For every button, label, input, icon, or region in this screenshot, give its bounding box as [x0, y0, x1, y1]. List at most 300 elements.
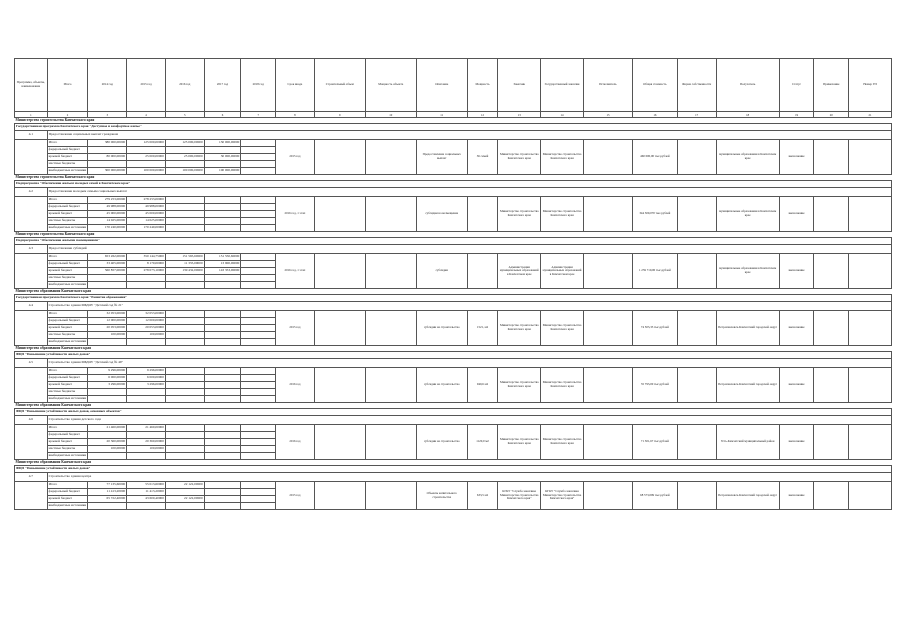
- year-value: [241, 325, 276, 332]
- year-value: [241, 154, 276, 161]
- column-number: 9: [314, 112, 365, 118]
- empty-cell: [314, 197, 365, 232]
- item-row: [15, 245, 892, 254]
- item-row: [15, 302, 892, 311]
- field-recipient: Петропавловск-Камчатский городской округ: [716, 311, 779, 346]
- program-row: [15, 466, 892, 473]
- funding-source: краевой бюджет: [47, 325, 88, 332]
- year-value: [204, 161, 241, 168]
- column-number: 17: [677, 112, 716, 118]
- year-value: [204, 332, 241, 339]
- year-value: [241, 211, 276, 218]
- funding-source: федеральный бюджет: [47, 204, 88, 211]
- funding-source: внебюджетные источники: [47, 225, 88, 232]
- column-number: 13: [498, 112, 541, 118]
- field-capacity: 940,6 м2: [467, 368, 498, 403]
- year-value: [204, 453, 241, 460]
- empty-cell: [365, 140, 416, 175]
- year-value: 143 353,00000: [204, 268, 241, 275]
- section-title: Министерство образования Камчатского края: [15, 403, 892, 409]
- column-number: 14: [541, 112, 584, 118]
- column-number: 11: [416, 112, 467, 118]
- total-value: 11 413,20000: [88, 489, 127, 496]
- funding-source: федеральный бюджет: [47, 318, 88, 325]
- year-value: [165, 325, 204, 332]
- year-value: [241, 389, 276, 396]
- program-row: [15, 181, 892, 188]
- header-row: [15, 59, 892, 112]
- total-value: [88, 161, 127, 168]
- column-header: Мощность: [467, 59, 498, 112]
- year-value: [241, 204, 276, 211]
- field-customer: Министерство строительства Камчатского края: [541, 368, 584, 403]
- year-value: [241, 503, 276, 510]
- year-value: 22 122,00000: [165, 482, 204, 489]
- year-value: [165, 339, 204, 346]
- total-value: 279 253,00000: [88, 197, 127, 204]
- year-value: [165, 439, 204, 446]
- empty-cell: [849, 482, 892, 510]
- year-value: 20 053,00000: [127, 325, 166, 332]
- funding-source: Итого: [47, 482, 88, 489]
- year-value: [165, 503, 204, 510]
- year-value: [165, 368, 204, 375]
- total-value: [88, 432, 127, 439]
- funding-source: краевой бюджет: [47, 496, 88, 503]
- total-value: [88, 389, 127, 396]
- field-capacity: 36 семей: [467, 140, 498, 175]
- year-value: 100 000,00000: [204, 168, 241, 175]
- field-status: выполнение: [779, 140, 814, 175]
- item-number: 4.1: [15, 131, 48, 140]
- column-number: 2: [47, 112, 88, 118]
- total-value: 100,00000: [88, 446, 127, 453]
- column-number: 20: [814, 112, 849, 118]
- item-title: Предоставление молодым семьям социальных выплат: [47, 188, 891, 197]
- year-value: [204, 318, 241, 325]
- field-status: выполнение: [779, 368, 814, 403]
- year-value: [165, 489, 204, 496]
- year-value: [165, 218, 204, 225]
- field-recipient: муниципальные образования в Камчатском крае: [716, 254, 779, 289]
- field-status: выполнение: [779, 425, 814, 460]
- section-title: Министерство строительства Камчатского края: [15, 175, 892, 181]
- year-value: [127, 339, 166, 346]
- column-header: Строительный объем: [314, 59, 365, 112]
- year-value: 11 335,00000: [165, 261, 204, 268]
- item-number: 4.3: [15, 245, 48, 254]
- column-number: 8: [276, 112, 315, 118]
- empty-cell: [314, 254, 365, 289]
- column-number: 4: [127, 112, 166, 118]
- year-value: [241, 275, 276, 282]
- year-value: 100,00000: [127, 332, 166, 339]
- table-row: [15, 311, 892, 318]
- empty-cell: [314, 425, 365, 460]
- year-value: [204, 489, 241, 496]
- year-value: 43 600,40000: [127, 496, 166, 503]
- empty-cell: [365, 425, 416, 460]
- spacer-cell: [15, 140, 48, 175]
- field-customer: КГКУ "Служба заказчика Министерства строительства Камчатского края": [498, 482, 541, 510]
- year-value: 9 296,00000: [127, 368, 166, 375]
- year-value: 130 000,00000: [204, 140, 241, 147]
- field-cost: 35 793,00 тыс.рублей: [632, 368, 677, 403]
- empty-cell: [814, 368, 849, 403]
- empty-cell: [814, 140, 849, 175]
- year-value: [241, 225, 276, 232]
- field-capacity: 1120,0 м2: [467, 425, 498, 460]
- funding-source: внебюджетные источники: [47, 168, 88, 175]
- column-header: Статус: [779, 59, 814, 112]
- year-value: [165, 382, 204, 389]
- funding-source: Итого: [47, 368, 88, 375]
- field-cost: 344 309,070 тыс.рублей: [632, 197, 677, 232]
- empty-cell: [814, 197, 849, 232]
- year-value: [241, 368, 276, 375]
- column-header: Примечание: [814, 59, 849, 112]
- year-value: 151 565,60000: [165, 254, 204, 261]
- section-title: Министерство строительства Камчатского края: [15, 118, 892, 124]
- year-value: [241, 254, 276, 261]
- year-value: [204, 482, 241, 489]
- total-value: 21 460,00000: [88, 425, 127, 432]
- spacer-cell: [15, 425, 48, 460]
- spacer-cell: [15, 254, 48, 289]
- year-value: 25 000,00000: [165, 154, 204, 161]
- column-header: Получатель: [716, 59, 779, 112]
- item-number: 4.6: [15, 416, 48, 425]
- column-number: 16: [632, 112, 677, 118]
- program-title: Подпрограмма "Обеспечение жилыми помещениями": [15, 238, 892, 245]
- year-value: [165, 161, 204, 168]
- column-header: Государственный заказчик: [541, 59, 584, 112]
- empty-cell: [677, 311, 716, 346]
- year-value: [241, 439, 276, 446]
- empty-cell: [583, 368, 632, 403]
- field-customer: Министерство строительства Камчатского края: [498, 197, 541, 232]
- field-status: выполнение: [779, 482, 814, 510]
- item-title: Строительство здания детского сада: [47, 416, 891, 425]
- empty-cell: [849, 311, 892, 346]
- item-title: Предоставление субсидий: [47, 245, 891, 254]
- column-header: Программа, объекты, наименование: [15, 59, 48, 112]
- program-title: Подпрограмма "Обеспечение жильем молодых семей в Камчатском крае": [15, 181, 892, 188]
- total-value: 20 053,00000: [88, 325, 127, 332]
- investment-table: [14, 58, 892, 510]
- item-number: 4.2: [15, 188, 48, 197]
- column-header: Итого: [47, 59, 88, 112]
- funding-source: местные бюджеты: [47, 161, 88, 168]
- field-customer: Министерство строительства Камчатского края: [541, 140, 584, 175]
- year-value: [204, 204, 241, 211]
- column-header: 2014 год: [88, 59, 127, 112]
- column-header: Номер ГП: [849, 59, 892, 112]
- year-value: 32 053,00000: [127, 311, 166, 318]
- year-value: 6 000,00000: [127, 375, 166, 382]
- field-capacity: 633,5 м2: [467, 482, 498, 510]
- empty-cell: [677, 425, 716, 460]
- year-value: [165, 425, 204, 432]
- year-value: [127, 432, 166, 439]
- program-title: Государственная программа Камчатского края "Развитие образования": [15, 295, 892, 302]
- year-value: [127, 389, 166, 396]
- year-value: 12 000,00000: [127, 318, 166, 325]
- field-description: субсидии на строительство: [416, 311, 467, 346]
- column-number: 18: [716, 112, 779, 118]
- year-value: [165, 396, 204, 403]
- total-value: 45 000,00000: [88, 211, 127, 218]
- year-value: [165, 432, 204, 439]
- year-value: [204, 446, 241, 453]
- year-value: [204, 225, 241, 232]
- year-value: [204, 439, 241, 446]
- year-value: [165, 147, 204, 154]
- total-value: 14 025,00000: [88, 218, 127, 225]
- field-cost: 460 000,00 тыс.рублей: [632, 140, 677, 175]
- year-value: [241, 382, 276, 389]
- program-row: [15, 352, 892, 359]
- total-value: 12 000,00000: [88, 318, 127, 325]
- year-value: [204, 275, 241, 282]
- table-row: [15, 482, 892, 489]
- field-status: выполнение: [779, 254, 814, 289]
- field-customer: Администрации муниципальных образований в Камчатском крае: [498, 254, 541, 289]
- year-value: [165, 282, 204, 289]
- item-title: Строительство здания МБДОУ "Детский сад № 21": [47, 302, 891, 311]
- field-cost: 74 503,33 тыс.рублей: [632, 311, 677, 346]
- year-value: 278 073,10000: [127, 268, 166, 275]
- column-number: 5: [165, 112, 204, 118]
- field-customer: Министерство строительства Камчатского края: [498, 311, 541, 346]
- year-value: [127, 396, 166, 403]
- column-header: 2015 год: [127, 59, 166, 112]
- funding-source: внебюджетные источники: [47, 396, 88, 403]
- column-header: Описание: [416, 59, 467, 112]
- year-value: [165, 332, 204, 339]
- year-value: [241, 496, 276, 503]
- year-value: [241, 318, 276, 325]
- year-value: [165, 453, 204, 460]
- field-customer: Министерство строительства Камчатского края: [541, 425, 584, 460]
- empty-cell: [849, 140, 892, 175]
- item-row: [15, 188, 892, 197]
- program-title: Государственная программа Камчатского края "Доступное и комфортное жилье": [15, 124, 892, 131]
- year-value: [204, 197, 241, 204]
- year-value: 151 550,60000: [204, 254, 241, 261]
- funding-source: внебюджетные источники: [47, 503, 88, 510]
- year-value: [165, 375, 204, 382]
- year-value: [165, 275, 204, 282]
- item-row: [15, 359, 892, 368]
- funding-source: местные бюджеты: [47, 332, 88, 339]
- year-value: [241, 432, 276, 439]
- field-recipient: Петропавловск-Камчатский городской округ: [716, 482, 779, 510]
- year-value: [204, 218, 241, 225]
- column-header: Срок ввода: [276, 59, 315, 112]
- program-row: [15, 409, 892, 416]
- year-value: 20 360,00000: [127, 439, 166, 446]
- year-value: 170 240,00000: [127, 225, 166, 232]
- year-value: 55 013,60000: [127, 482, 166, 489]
- empty-cell: [314, 368, 365, 403]
- year-value: [204, 382, 241, 389]
- year-value: [127, 161, 166, 168]
- total-value: [88, 147, 127, 154]
- year-value: 8 170,00000: [127, 261, 166, 268]
- year-value: [204, 311, 241, 318]
- funding-source: Итого: [47, 311, 88, 318]
- field-description: субсидии на строительство: [416, 425, 467, 460]
- year-value: [165, 225, 204, 232]
- funding-source: Итого: [47, 140, 88, 147]
- total-value: 77 135,60000: [88, 482, 127, 489]
- year-value: [241, 147, 276, 154]
- empty-cell: [849, 368, 892, 403]
- year-value: [165, 197, 204, 204]
- empty-cell: [365, 368, 416, 403]
- field-recipient: Петропавловск-Камчатский городской округ: [716, 368, 779, 403]
- table-row: [15, 197, 892, 204]
- year-value: [241, 375, 276, 382]
- year-value: 11 413,20000: [127, 489, 166, 496]
- field-year: 2015 год: [276, 311, 315, 346]
- funding-source: Итого: [47, 254, 88, 261]
- funding-source: федеральный бюджет: [47, 375, 88, 382]
- empty-cell: [365, 482, 416, 510]
- year-value: 45 000,00000: [127, 211, 166, 218]
- year-value: [241, 197, 276, 204]
- total-value: 6 000,00000: [88, 375, 127, 382]
- column-header: Форма собственности: [677, 59, 716, 112]
- total-value: 32 053,00000: [88, 311, 127, 318]
- funding-source: федеральный бюджет: [47, 432, 88, 439]
- year-value: 3 296,00000: [127, 382, 166, 389]
- empty-cell: [849, 425, 892, 460]
- field-year: 2016 год: [276, 368, 315, 403]
- column-number: 1: [15, 112, 48, 118]
- program-row: [15, 238, 892, 245]
- field-status: выполнение: [779, 197, 814, 232]
- year-value: 278 253,00000: [127, 197, 166, 204]
- item-title: Строительство здания МБДОУ "Детский сад № 49": [47, 359, 891, 368]
- total-value: 100,00000: [88, 332, 127, 339]
- funding-source: краевой бюджет: [47, 439, 88, 446]
- item-number: 4.4: [15, 302, 48, 311]
- total-value: [88, 503, 127, 510]
- year-value: [241, 425, 276, 432]
- column-number: 15: [583, 112, 632, 118]
- funding-source: федеральный бюджет: [47, 147, 88, 154]
- total-value: 49 988,00000: [88, 204, 127, 211]
- year-value: [165, 318, 204, 325]
- item-row: [15, 416, 892, 425]
- year-value: [241, 161, 276, 168]
- field-capacity: 1521, м2: [467, 311, 498, 346]
- funding-source: краевой бюджет: [47, 268, 88, 275]
- field-customer: Министерство строительства Камчатского края: [498, 425, 541, 460]
- field-year: 2015 год: [276, 140, 315, 175]
- item-title: Предоставление социальных выплат гражданам: [47, 131, 891, 140]
- year-value: [127, 453, 166, 460]
- field-status: выполнение: [779, 311, 814, 346]
- year-value: 139 432,00000: [165, 268, 204, 275]
- total-value: 560 857,00000: [88, 268, 127, 275]
- year-value: [241, 218, 276, 225]
- table-row: [15, 254, 892, 261]
- empty-cell: [365, 254, 416, 289]
- program-row: [15, 124, 892, 131]
- column-number: 10: [365, 112, 416, 118]
- empty-cell: [365, 311, 416, 346]
- year-value: [204, 211, 241, 218]
- empty-cell: [314, 140, 365, 175]
- section-title: Министерство строительства Камчатского края: [15, 232, 892, 238]
- column-header: Мощность объекта: [365, 59, 416, 112]
- year-value: [241, 332, 276, 339]
- empty-cell: [677, 368, 716, 403]
- year-value: 22 122,00000: [165, 496, 204, 503]
- year-value: [204, 425, 241, 432]
- column-number: 7: [241, 112, 276, 118]
- total-value: 33 405,00000: [88, 261, 127, 268]
- year-value: [241, 396, 276, 403]
- year-value: [127, 147, 166, 154]
- year-value: 125 000,00000: [127, 140, 166, 147]
- funding-source: Итого: [47, 197, 88, 204]
- funding-source: местные бюджеты: [47, 446, 88, 453]
- year-value: 125 000,00000: [165, 140, 204, 147]
- empty-cell: [677, 482, 716, 510]
- column-number: 19: [779, 112, 814, 118]
- field-description: субсидии на возмещение: [416, 197, 467, 232]
- empty-cell: [583, 140, 632, 175]
- year-value: [204, 496, 241, 503]
- field-capacity: [467, 197, 498, 232]
- field-recipient: муниципальные образования в Камчатском крае: [716, 197, 779, 232]
- year-value: [204, 375, 241, 382]
- empty-cell: [814, 482, 849, 510]
- item-title: Строительство здания центра: [47, 473, 891, 482]
- column-header: 2017 год: [204, 59, 241, 112]
- year-value: [165, 446, 204, 453]
- year-value: [204, 368, 241, 375]
- empty-cell: [583, 482, 632, 510]
- field-description: Объекты капитального строительства: [416, 482, 467, 510]
- item-row: [15, 131, 892, 140]
- year-value: [241, 168, 276, 175]
- section-title: Министерство образования Камчатского края: [15, 289, 892, 295]
- year-value: 13 900,00000: [204, 261, 241, 268]
- column-header: Заказчик: [498, 59, 541, 112]
- total-value: 653 262,00000: [88, 254, 127, 261]
- year-value: 25 000,00000: [127, 154, 166, 161]
- year-value: [204, 396, 241, 403]
- year-value: [204, 503, 241, 510]
- empty-cell: [365, 197, 416, 232]
- total-value: [88, 396, 127, 403]
- year-value: 100 000,00000: [165, 168, 204, 175]
- year-value: 100,00000: [127, 446, 166, 453]
- year-value: [204, 282, 241, 289]
- year-value: [241, 268, 276, 275]
- total-value: 20 360,00000: [88, 439, 127, 446]
- empty-cell: [677, 140, 716, 175]
- section-title: Министерство образования Камчатского края: [15, 460, 892, 466]
- year-value: [204, 147, 241, 154]
- total-value: [88, 275, 127, 282]
- item-row: [15, 473, 892, 482]
